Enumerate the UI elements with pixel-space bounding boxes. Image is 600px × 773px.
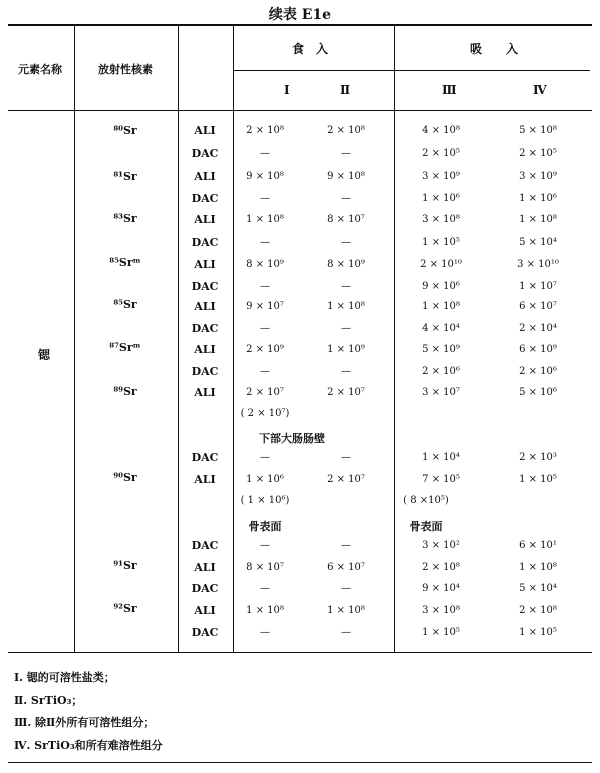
value-cell: —	[341, 323, 351, 334]
value-cell: 9 × 10⁷	[246, 301, 284, 312]
type-cell: DAC	[191, 451, 219, 464]
nuclide-cell: ⁸⁰Sr	[113, 124, 137, 137]
type-cell: DAC	[191, 192, 219, 205]
value-cell: —	[260, 366, 270, 377]
value-cell: 6 × 10¹	[519, 540, 557, 551]
value-cell: —	[341, 237, 351, 248]
table-title: 续表 E1e	[268, 7, 332, 23]
value-cell: 5 × 10⁹	[422, 344, 460, 355]
table-bottom-rule	[8, 652, 592, 653]
col-divider-4	[394, 26, 395, 652]
value-cell: —	[341, 540, 351, 551]
value-cell: 1 × 10⁸	[246, 605, 284, 616]
header-inhalation: 吸 入	[470, 42, 519, 56]
footnote-2: Ⅱ. SrTiO₃；	[14, 694, 83, 707]
value-cell: 4 × 10⁴	[422, 323, 460, 334]
header-bottom-rule	[8, 110, 592, 111]
element-name-cell: 锶	[37, 348, 50, 362]
value-cell: 2 × 10⁷	[246, 387, 284, 398]
value-cell: 1 × 10⁵	[519, 474, 557, 485]
value-cell: 2 × 10⁸	[246, 125, 284, 136]
group-header-rule	[233, 70, 590, 71]
header-roman-2: Ⅱ	[340, 83, 351, 97]
value-cell: 1 × 10⁶	[246, 474, 284, 485]
nuclide-cell: ⁸¹Sr	[113, 170, 137, 183]
value-cell: 9 × 10⁶	[422, 281, 460, 292]
value-note-cell: 下部大肠肠壁	[259, 432, 325, 445]
type-cell: ALI	[194, 124, 216, 137]
value-cell: 2 × 10¹⁰	[420, 259, 462, 270]
value-cell: —	[341, 452, 351, 463]
value-cell: 1 × 10⁸	[519, 214, 557, 225]
value-cell: 9 × 10⁸	[246, 171, 284, 182]
value-cell: 2 × 10⁷	[327, 474, 365, 485]
value-cell: 2 × 10⁶	[422, 366, 460, 377]
value-cell: 5 × 10⁴	[519, 583, 557, 594]
value-cell: ( 8 ×10⁵)	[403, 495, 449, 506]
value-cell: —	[260, 148, 270, 159]
footnote-4: Ⅳ. SrTiO₃和所有难溶性组分	[14, 739, 163, 752]
top-rule	[8, 24, 592, 26]
type-cell: ALI	[194, 300, 216, 313]
value-cell: 3 × 10⁸	[422, 214, 460, 225]
value-cell: 5 × 10⁴	[519, 237, 557, 248]
value-cell: —	[260, 627, 270, 638]
value-cell: —	[260, 323, 270, 334]
nuclide-cell: ⁹⁰Sr	[113, 471, 137, 484]
value-cell: —	[260, 237, 270, 248]
value-cell: —	[260, 583, 270, 594]
type-cell: DAC	[191, 236, 219, 249]
value-note-cell: 骨表面	[248, 520, 282, 533]
value-cell: 3 × 10⁸	[422, 605, 460, 616]
value-cell: 2 × 10⁵	[422, 148, 460, 159]
value-cell: 7 × 10⁵	[422, 474, 460, 485]
type-cell: DAC	[191, 280, 219, 293]
value-cell: 1 × 10⁷	[519, 281, 557, 292]
value-cell: 1 × 10⁸	[327, 605, 365, 616]
nuclide-cell: ⁸³Sr	[113, 212, 137, 225]
nuclide-cell: ⁹²Sr	[113, 602, 137, 615]
value-cell: 5 × 10⁶	[519, 387, 557, 398]
value-cell: 1 × 10⁵	[519, 627, 557, 638]
nuclide-cell: ⁸⁷Srᵐ	[109, 341, 141, 354]
type-cell: DAC	[191, 322, 219, 335]
type-cell: DAC	[191, 147, 219, 160]
value-cell: 1 × 10⁶	[519, 193, 557, 204]
type-cell: ALI	[194, 258, 216, 271]
type-cell: ALI	[194, 386, 216, 399]
value-cell: 2 × 10⁵	[519, 148, 557, 159]
value-note-cell: 骨表面	[409, 520, 443, 533]
type-cell: ALI	[194, 213, 216, 226]
type-cell: ALI	[194, 561, 216, 574]
value-cell: 2 × 10⁷	[327, 387, 365, 398]
value-cell: 3 × 10⁹	[519, 171, 557, 182]
value-cell: —	[341, 193, 351, 204]
value-cell: 6 × 10⁹	[519, 344, 557, 355]
value-cell: —	[341, 583, 351, 594]
value-cell: —	[341, 281, 351, 292]
footnote-1: Ⅰ. 锶的可溶性盐类；	[14, 671, 115, 684]
type-cell: ALI	[194, 170, 216, 183]
col-divider-2	[178, 26, 179, 652]
value-cell: 1 × 10⁴	[422, 452, 460, 463]
nuclide-cell: ⁸⁵Sr	[113, 298, 137, 311]
col-divider-3	[233, 26, 234, 652]
value-cell: 1 × 10⁸	[422, 301, 460, 312]
value-cell: ( 2 × 10⁷)	[240, 408, 290, 419]
header-roman-4: Ⅳ	[533, 83, 547, 97]
value-cell: 1 × 10⁹	[327, 344, 365, 355]
value-cell: 2 × 10⁸	[422, 562, 460, 573]
value-cell: 9 × 10⁴	[422, 583, 460, 594]
value-cell: 8 × 10⁹	[246, 259, 284, 270]
value-cell: —	[260, 281, 270, 292]
value-cell: 3 × 10⁹	[422, 171, 460, 182]
nuclide-cell: ⁸⁵Srᵐ	[109, 256, 141, 269]
value-cell: 9 × 10⁸	[327, 171, 365, 182]
header-roman-3: Ⅲ	[442, 83, 457, 97]
value-cell: 2 × 10⁶	[519, 366, 557, 377]
value-cell: —	[341, 148, 351, 159]
header-roman-1: Ⅰ	[284, 83, 290, 97]
value-cell: 4 × 10⁸	[422, 125, 460, 136]
value-cell: ( 1 × 10⁶)	[240, 495, 290, 506]
value-cell: 6 × 10⁷	[327, 562, 365, 573]
header-element-name: 元素名称	[18, 63, 62, 76]
footnote-3: Ⅲ. 除Ⅱ外所有可溶性组分；	[14, 716, 155, 729]
value-cell: 2 × 10⁸	[327, 125, 365, 136]
type-cell: ALI	[194, 473, 216, 486]
value-cell: 8 × 10⁹	[327, 259, 365, 270]
type-cell: ALI	[194, 343, 216, 356]
type-cell: DAC	[191, 365, 219, 378]
type-cell: ALI	[194, 604, 216, 617]
header-ingestion: 食 入	[292, 42, 329, 56]
value-cell: 1 × 10⁵	[422, 237, 460, 248]
nuclide-cell: ⁸⁹Sr	[113, 385, 137, 398]
value-cell: —	[260, 193, 270, 204]
value-cell: 3 × 10⁷	[422, 387, 460, 398]
value-cell: 1 × 10⁸	[246, 214, 284, 225]
value-cell: —	[260, 452, 270, 463]
value-cell: 2 × 10⁴	[519, 323, 557, 334]
value-cell: 3 × 10²	[422, 540, 460, 551]
value-cell: 2 × 10³	[519, 452, 557, 463]
value-cell: —	[341, 627, 351, 638]
value-cell: 8 × 10⁷	[327, 214, 365, 225]
value-cell: —	[341, 366, 351, 377]
type-cell: DAC	[191, 539, 219, 552]
value-cell: 2 × 10⁸	[519, 605, 557, 616]
value-cell: 5 × 10⁸	[519, 125, 557, 136]
type-cell: DAC	[191, 582, 219, 595]
value-cell: 3 × 10¹⁰	[517, 259, 559, 270]
value-cell: 1 × 10⁵	[422, 627, 460, 638]
value-cell: 6 × 10⁷	[519, 301, 557, 312]
value-cell: 1 × 10⁶	[422, 193, 460, 204]
value-cell: 1 × 10⁸	[519, 562, 557, 573]
type-cell: DAC	[191, 626, 219, 639]
notes-bottom-rule	[8, 762, 592, 763]
value-cell: —	[260, 540, 270, 551]
value-cell: 1 × 10⁸	[327, 301, 365, 312]
value-cell: 2 × 10⁹	[246, 344, 284, 355]
value-cell: 8 × 10⁷	[246, 562, 284, 573]
nuclide-cell: ⁹¹Sr	[113, 559, 137, 572]
header-nuclide: 放射性核素	[98, 63, 153, 76]
